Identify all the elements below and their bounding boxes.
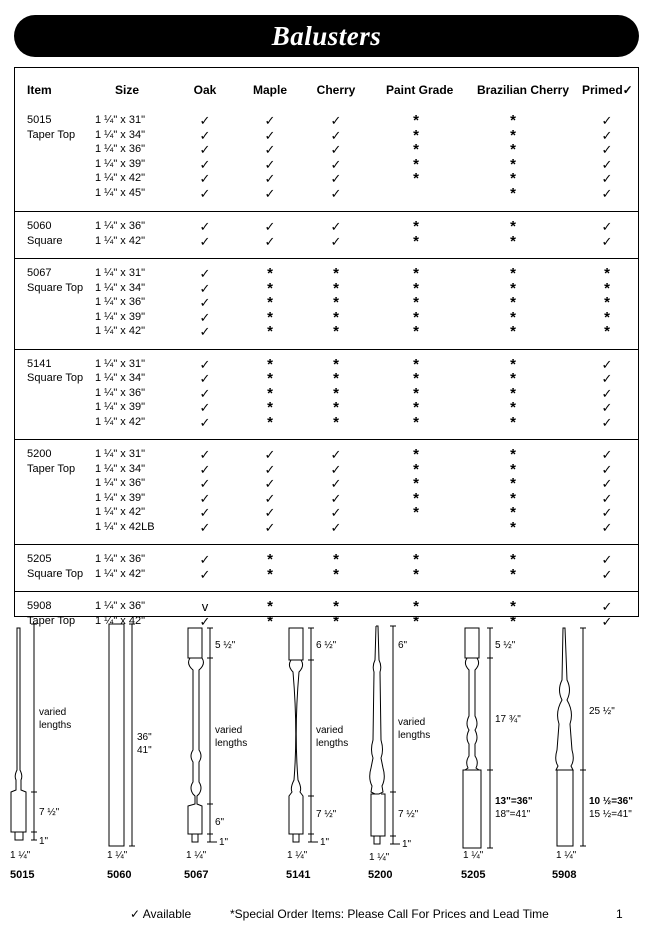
special-order-mark: * bbox=[267, 265, 273, 282]
special-order-mark: * bbox=[267, 323, 273, 340]
col-header-cherry: Cherry bbox=[316, 83, 356, 97]
special-order-mark: * bbox=[510, 184, 516, 202]
special-order-mark: * bbox=[413, 308, 419, 326]
special-order-mark: * bbox=[413, 294, 419, 311]
available-mark: ✓ bbox=[199, 171, 211, 186]
special-order-mark: * bbox=[413, 612, 419, 630]
available-mark: ✓ bbox=[199, 356, 211, 372]
available-mark: ✓ bbox=[199, 142, 211, 157]
col-header-size: Size bbox=[115, 83, 140, 97]
available-mark: ✓ bbox=[264, 219, 276, 234]
item-style: Square Top bbox=[27, 281, 84, 294]
available-mark: ✓ bbox=[601, 519, 613, 535]
special-order-mark: * bbox=[267, 294, 273, 311]
drawing-5908 bbox=[556, 628, 586, 846]
col-header-item: Item bbox=[27, 83, 52, 97]
special-order-mark: * bbox=[333, 323, 339, 340]
item-group-5141 bbox=[15, 349, 638, 441]
page-title: Balusters bbox=[271, 20, 382, 51]
legend-special-order: *Special Order Items: Please Call For Prices and Lead Time bbox=[230, 907, 549, 921]
available-mark: ✓ bbox=[264, 447, 276, 462]
caption-5067: 5067 bbox=[184, 869, 209, 881]
available-mark: ✓ bbox=[330, 447, 342, 462]
caption-5205: 5205 bbox=[461, 869, 486, 881]
special-order-mark: * bbox=[510, 446, 516, 463]
available-mark: ✓ bbox=[330, 156, 342, 172]
dim-5067-lower: 6" bbox=[215, 817, 225, 828]
special-order-mark: * bbox=[413, 399, 419, 416]
special-order-mark: * bbox=[267, 355, 273, 373]
size-cell: 1 ¼" x 42" bbox=[95, 172, 146, 184]
dim-5015-pin: 1" bbox=[39, 836, 49, 847]
special-order-mark: * bbox=[604, 294, 610, 311]
special-order-mark: * bbox=[413, 355, 419, 373]
item-style: Taper Top bbox=[27, 128, 76, 141]
special-order-mark: * bbox=[510, 308, 516, 326]
item-style: Square Top bbox=[27, 567, 84, 580]
special-order-mark: * bbox=[510, 504, 516, 521]
dim-5067-top: 5 ½" bbox=[215, 640, 236, 651]
dim-5067-body: varied lengths bbox=[215, 725, 248, 749]
item-code: 5015 bbox=[27, 114, 52, 126]
special-order-mark: * bbox=[413, 370, 419, 387]
caption-5200: 5200 bbox=[368, 869, 393, 881]
drawing-5141 bbox=[289, 628, 318, 842]
caption-5908: 5908 bbox=[552, 869, 577, 881]
available-mark: ✓ bbox=[601, 385, 613, 401]
size-cell: 1 ¼" x 36" bbox=[95, 220, 146, 232]
size-cell: 1 ¼" x 31" bbox=[95, 448, 146, 460]
available-mark: ✓ bbox=[601, 490, 613, 506]
special-order-mark: * bbox=[510, 232, 516, 250]
item-code: 5200 bbox=[27, 448, 52, 460]
available-mark: ✓ bbox=[199, 447, 211, 462]
special-order-mark: * bbox=[413, 218, 419, 235]
caption-5060: 5060 bbox=[107, 869, 132, 881]
size-cell: 1 ¼" x 42" bbox=[95, 506, 146, 518]
dim-5908-41: 15 ½=41" bbox=[589, 809, 632, 820]
available-mark: ✓ bbox=[199, 519, 211, 535]
special-order-mark: * bbox=[510, 399, 516, 416]
available-mark: ✓ bbox=[199, 566, 211, 582]
size-cell: 1 ¼" x 39" bbox=[95, 491, 146, 504]
dim-5205-top: 5 ½" bbox=[495, 640, 516, 651]
dim-5200-top: 6" bbox=[398, 640, 408, 651]
special-order-mark: * bbox=[413, 504, 419, 521]
special-order-mark: * bbox=[510, 141, 516, 158]
available-mark: ✓ bbox=[601, 566, 613, 582]
special-order-mark: * bbox=[510, 355, 516, 373]
item-style: Taper Top bbox=[27, 462, 76, 475]
available-mark: ✓ bbox=[601, 142, 613, 157]
special-order-mark: * bbox=[510, 170, 516, 187]
available-mark: ✓ bbox=[199, 552, 211, 567]
special-order-mark: * bbox=[413, 598, 419, 615]
size-cell: 1 ¼" x 34" bbox=[95, 462, 146, 475]
available-mark: ✓ bbox=[199, 324, 211, 339]
available-mark: ✓ bbox=[264, 113, 276, 128]
available-mark: ✓ bbox=[199, 295, 211, 310]
caption-5015: 5015 bbox=[10, 869, 35, 881]
item-code: 5205 bbox=[27, 553, 52, 565]
item-style: Taper Top bbox=[27, 614, 76, 627]
available-mark: ✓ bbox=[199, 371, 211, 386]
available-mark: ✓ bbox=[601, 461, 613, 477]
size-cell: 1 ¼" x 39" bbox=[95, 310, 146, 323]
available-mark: ✓ bbox=[199, 505, 211, 520]
size-cell: 1 ¼" x 31" bbox=[95, 357, 146, 370]
available-mark: ✓ bbox=[199, 266, 211, 281]
item-group-5205 bbox=[15, 544, 638, 592]
dim-5205-36: 13"=36" bbox=[495, 796, 533, 807]
special-order-mark: * bbox=[333, 551, 339, 568]
special-order-mark: * bbox=[267, 612, 273, 630]
special-order-mark: * bbox=[333, 413, 339, 431]
special-order-mark: * bbox=[510, 218, 516, 235]
size-cell: 1 ¼" x 39" bbox=[95, 157, 146, 170]
available-mark: ✓ bbox=[264, 142, 276, 157]
special-order-mark: * bbox=[510, 565, 516, 583]
special-order-mark: * bbox=[413, 551, 419, 568]
size-cell: 1 ¼" x 36" bbox=[95, 553, 146, 565]
dim-5141-pin: 1" bbox=[320, 837, 330, 848]
special-order-mark: * bbox=[333, 294, 339, 311]
available-mark: ✓ bbox=[264, 185, 276, 201]
special-order-mark: * bbox=[413, 384, 419, 402]
special-order-mark: * bbox=[333, 565, 339, 583]
item-style: Square bbox=[27, 234, 63, 247]
available-mark: ✓ bbox=[601, 400, 613, 415]
special-order-mark: * bbox=[510, 612, 516, 630]
available-mark: ✓ bbox=[199, 490, 211, 506]
special-order-mark: * bbox=[333, 399, 339, 416]
special-order-mark: * bbox=[267, 598, 273, 615]
special-order-mark: * bbox=[413, 155, 419, 173]
special-order-mark: * bbox=[413, 413, 419, 431]
size-cell: 1 ¼" x 39" bbox=[95, 401, 146, 413]
available-mark: ✓ bbox=[601, 414, 613, 430]
dim-5200-body: varied lengths bbox=[398, 717, 431, 741]
size-cell: 1 ¼" x 31" bbox=[95, 267, 146, 279]
special-order-mark: * bbox=[510, 323, 516, 340]
available-mark: ✓ bbox=[601, 356, 613, 372]
size-cell: 1 ¼" x 42" bbox=[95, 415, 146, 428]
size-cell: 1 ¼" x 36" bbox=[95, 296, 146, 308]
special-order-mark: * bbox=[510, 126, 516, 144]
base-5205: 1 ¼" bbox=[463, 850, 484, 861]
available-mark: ✓ bbox=[199, 400, 211, 415]
available-mark: ✓ bbox=[601, 552, 613, 567]
special-order-mark: * bbox=[510, 112, 516, 129]
size-cell: 1 ¼" x 31" bbox=[95, 114, 146, 126]
baluster-drawings bbox=[0, 620, 663, 890]
special-order-mark: * bbox=[510, 279, 516, 297]
item-code: 5908 bbox=[27, 600, 52, 612]
available-mark: ✓ bbox=[264, 171, 276, 186]
special-order-mark: * bbox=[510, 475, 516, 492]
col-header-oak: Oak bbox=[193, 83, 217, 97]
special-order-mark: * bbox=[413, 232, 419, 250]
size-cell: 1 ¼" x 42" bbox=[95, 614, 146, 627]
special-order-mark: * bbox=[510, 370, 516, 387]
special-order-mark: * bbox=[413, 265, 419, 282]
available-mark: ✓ bbox=[199, 385, 211, 401]
available-mark: ✓ bbox=[330, 490, 342, 506]
dim-5141-lower: 7 ½" bbox=[316, 809, 337, 820]
special-order-mark: * bbox=[510, 551, 516, 568]
base-5908: 1 ¼" bbox=[556, 850, 577, 861]
special-order-mark: * bbox=[413, 460, 419, 478]
special-order-mark: * bbox=[510, 413, 516, 431]
available-mark: ✓ bbox=[330, 476, 342, 491]
dim-5205-41: 18"=41" bbox=[495, 809, 531, 820]
available-mark: ✓ bbox=[601, 156, 613, 172]
available-mark: ✓ bbox=[330, 127, 342, 143]
baluster-table bbox=[14, 67, 639, 630]
base-5067: 1 ¼" bbox=[186, 850, 207, 861]
available-mark: ✓ bbox=[601, 505, 613, 520]
special-order-mark: * bbox=[510, 460, 516, 478]
item-code: 5060 bbox=[27, 220, 52, 232]
special-order-mark: * bbox=[413, 446, 419, 463]
available-mark: ✓ bbox=[264, 156, 276, 172]
special-order-mark: * bbox=[413, 565, 419, 583]
item-group-5067 bbox=[15, 258, 638, 350]
available-mark: ✓ bbox=[199, 414, 211, 430]
available-mark: ✓ bbox=[199, 461, 211, 477]
available-mark: ✓ bbox=[330, 233, 342, 249]
available-mark: v bbox=[201, 599, 209, 614]
dim-5060-36: 36" bbox=[137, 732, 152, 743]
available-mark: ✓ bbox=[264, 461, 276, 477]
dim-5205-body: 17 ¾" bbox=[495, 714, 521, 725]
available-mark: ✓ bbox=[199, 280, 211, 296]
drawing-5015 bbox=[11, 624, 37, 840]
drawing-5060 bbox=[109, 624, 135, 846]
available-mark: ✓ bbox=[330, 113, 342, 128]
available-mark: ✓ bbox=[199, 127, 211, 143]
available-mark: ✓ bbox=[264, 490, 276, 506]
available-mark: ✓ bbox=[601, 613, 613, 629]
available-mark: ✓ bbox=[199, 156, 211, 172]
available-mark: ✓ bbox=[601, 447, 613, 462]
special-order-mark: * bbox=[604, 323, 610, 340]
available-mark: ✓ bbox=[264, 519, 276, 535]
special-order-mark: * bbox=[267, 308, 273, 326]
col-header-brazilian-cherry: Brazilian Cherry bbox=[476, 83, 570, 97]
size-cell: 1 ¼" x 36" bbox=[95, 477, 146, 489]
available-mark: ✓ bbox=[601, 219, 613, 234]
available-mark: ✓ bbox=[264, 505, 276, 520]
dim-5141-body: varied lengths bbox=[316, 725, 349, 749]
available-mark: ✓ bbox=[330, 219, 342, 234]
special-order-mark: * bbox=[333, 612, 339, 630]
special-order-mark: * bbox=[267, 279, 273, 297]
available-mark: ✓ bbox=[199, 233, 211, 249]
special-order-mark: * bbox=[267, 551, 273, 568]
dim-5015-body: varied lengths bbox=[39, 707, 72, 731]
available-mark: ✓ bbox=[264, 476, 276, 491]
available-mark: ✓ bbox=[264, 233, 276, 249]
available-mark: ✓ bbox=[601, 476, 613, 491]
dim-5200-pin: 1" bbox=[402, 839, 412, 850]
page-number: 1 bbox=[616, 907, 623, 921]
special-order-mark: * bbox=[267, 370, 273, 387]
size-cell: 1 ¼" x 34" bbox=[95, 128, 146, 141]
col-header-primed: Primed✓ bbox=[582, 83, 633, 97]
special-order-mark: * bbox=[413, 126, 419, 144]
size-cell: 1 ¼" x 42" bbox=[95, 234, 146, 247]
size-cell: 1 ¼" x 42LB bbox=[95, 520, 155, 533]
dim-5908-body: 25 ½" bbox=[589, 706, 615, 717]
available-mark: ✓ bbox=[330, 519, 342, 535]
size-cell: 1 ¼" x 36" bbox=[95, 386, 146, 399]
available-mark: ✓ bbox=[199, 185, 211, 201]
caption-5141: 5141 bbox=[286, 869, 311, 881]
dim-5015-lower: 7 ½" bbox=[39, 807, 60, 818]
special-order-mark: * bbox=[510, 155, 516, 173]
special-order-mark: * bbox=[510, 384, 516, 402]
available-mark: ✓ bbox=[601, 233, 613, 249]
dim-5067-pin: 1" bbox=[219, 837, 229, 848]
size-cell: 1 ¼" x 36" bbox=[95, 600, 146, 612]
available-mark: ✓ bbox=[264, 127, 276, 143]
special-order-mark: * bbox=[510, 265, 516, 282]
drawing-5200 bbox=[370, 626, 400, 844]
size-cell: 1 ¼" x 34" bbox=[95, 372, 146, 384]
special-order-mark: * bbox=[413, 323, 419, 340]
available-mark: ✓ bbox=[199, 613, 211, 629]
dim-5141-top: 6 ½" bbox=[316, 640, 337, 651]
drawing-5067 bbox=[188, 628, 217, 842]
special-order-mark: * bbox=[333, 279, 339, 297]
size-cell: 1 ¼" x 34" bbox=[95, 281, 146, 294]
item-style: Square Top bbox=[27, 372, 84, 384]
size-cell: 1 ¼" x 42" bbox=[95, 567, 146, 580]
special-order-mark: * bbox=[413, 489, 419, 507]
special-order-mark: * bbox=[267, 384, 273, 402]
item-code: 5141 bbox=[27, 357, 52, 370]
special-order-mark: * bbox=[604, 308, 610, 326]
special-order-mark: * bbox=[333, 598, 339, 615]
special-order-mark: * bbox=[333, 384, 339, 402]
available-mark: ✓ bbox=[199, 476, 211, 491]
special-order-mark: * bbox=[333, 355, 339, 373]
special-order-mark: * bbox=[413, 475, 419, 492]
special-order-mark: * bbox=[333, 265, 339, 282]
size-cell: 1 ¼" x 45" bbox=[95, 186, 146, 199]
special-order-mark: * bbox=[267, 565, 273, 583]
special-order-mark: * bbox=[510, 518, 516, 536]
special-order-mark: * bbox=[267, 413, 273, 431]
available-mark: ✓ bbox=[330, 142, 342, 157]
dim-5200-lower: 7 ½" bbox=[398, 809, 419, 820]
item-group-5060 bbox=[15, 211, 638, 259]
col-header-maple: Maple bbox=[252, 83, 287, 97]
special-order-mark: * bbox=[333, 308, 339, 326]
special-order-mark: * bbox=[333, 370, 339, 387]
special-order-mark: * bbox=[413, 170, 419, 187]
available-mark: ✓ bbox=[199, 309, 211, 325]
size-cell: 1 ¼" x 36" bbox=[95, 143, 146, 155]
special-order-mark: * bbox=[413, 112, 419, 129]
base-5141: 1 ¼" bbox=[287, 850, 308, 861]
legend-available: ✓ Available bbox=[130, 907, 192, 921]
title-banner bbox=[14, 15, 639, 57]
available-mark: ✓ bbox=[330, 171, 342, 186]
base-5200: 1 ¼" bbox=[369, 852, 390, 863]
special-order-mark: * bbox=[510, 294, 516, 311]
col-header-paint-grade: Paint Grade bbox=[386, 83, 454, 97]
available-mark: ✓ bbox=[330, 185, 342, 201]
available-mark: ✓ bbox=[601, 371, 613, 386]
special-order-mark: * bbox=[604, 279, 610, 297]
special-order-mark: * bbox=[413, 279, 419, 297]
available-mark: ✓ bbox=[601, 127, 613, 143]
dim-5060-41: 41" bbox=[137, 745, 152, 756]
special-order-mark: * bbox=[510, 489, 516, 507]
base-5060: 1 ¼" bbox=[107, 850, 128, 861]
special-order-mark: * bbox=[267, 399, 273, 416]
special-order-mark: * bbox=[413, 141, 419, 158]
size-cell: 1 ¼" x 42" bbox=[95, 325, 146, 337]
item-group-5200 bbox=[15, 439, 638, 545]
drawing-5205 bbox=[463, 628, 493, 848]
available-mark: ✓ bbox=[601, 171, 613, 186]
special-order-mark: * bbox=[604, 265, 610, 282]
special-order-mark: * bbox=[510, 598, 516, 615]
dim-5908-36: 10 ½=36" bbox=[589, 796, 633, 807]
available-mark: ✓ bbox=[199, 219, 211, 234]
item-group-5015 bbox=[15, 106, 638, 211]
item-code: 5067 bbox=[27, 267, 52, 279]
available-mark: ✓ bbox=[330, 505, 342, 520]
available-mark: ✓ bbox=[330, 461, 342, 477]
available-mark: ✓ bbox=[601, 599, 613, 614]
base-5015: 1 ¼" bbox=[10, 850, 31, 861]
available-mark: ✓ bbox=[601, 113, 613, 128]
available-mark: ✓ bbox=[199, 113, 211, 128]
available-mark: ✓ bbox=[601, 185, 613, 201]
